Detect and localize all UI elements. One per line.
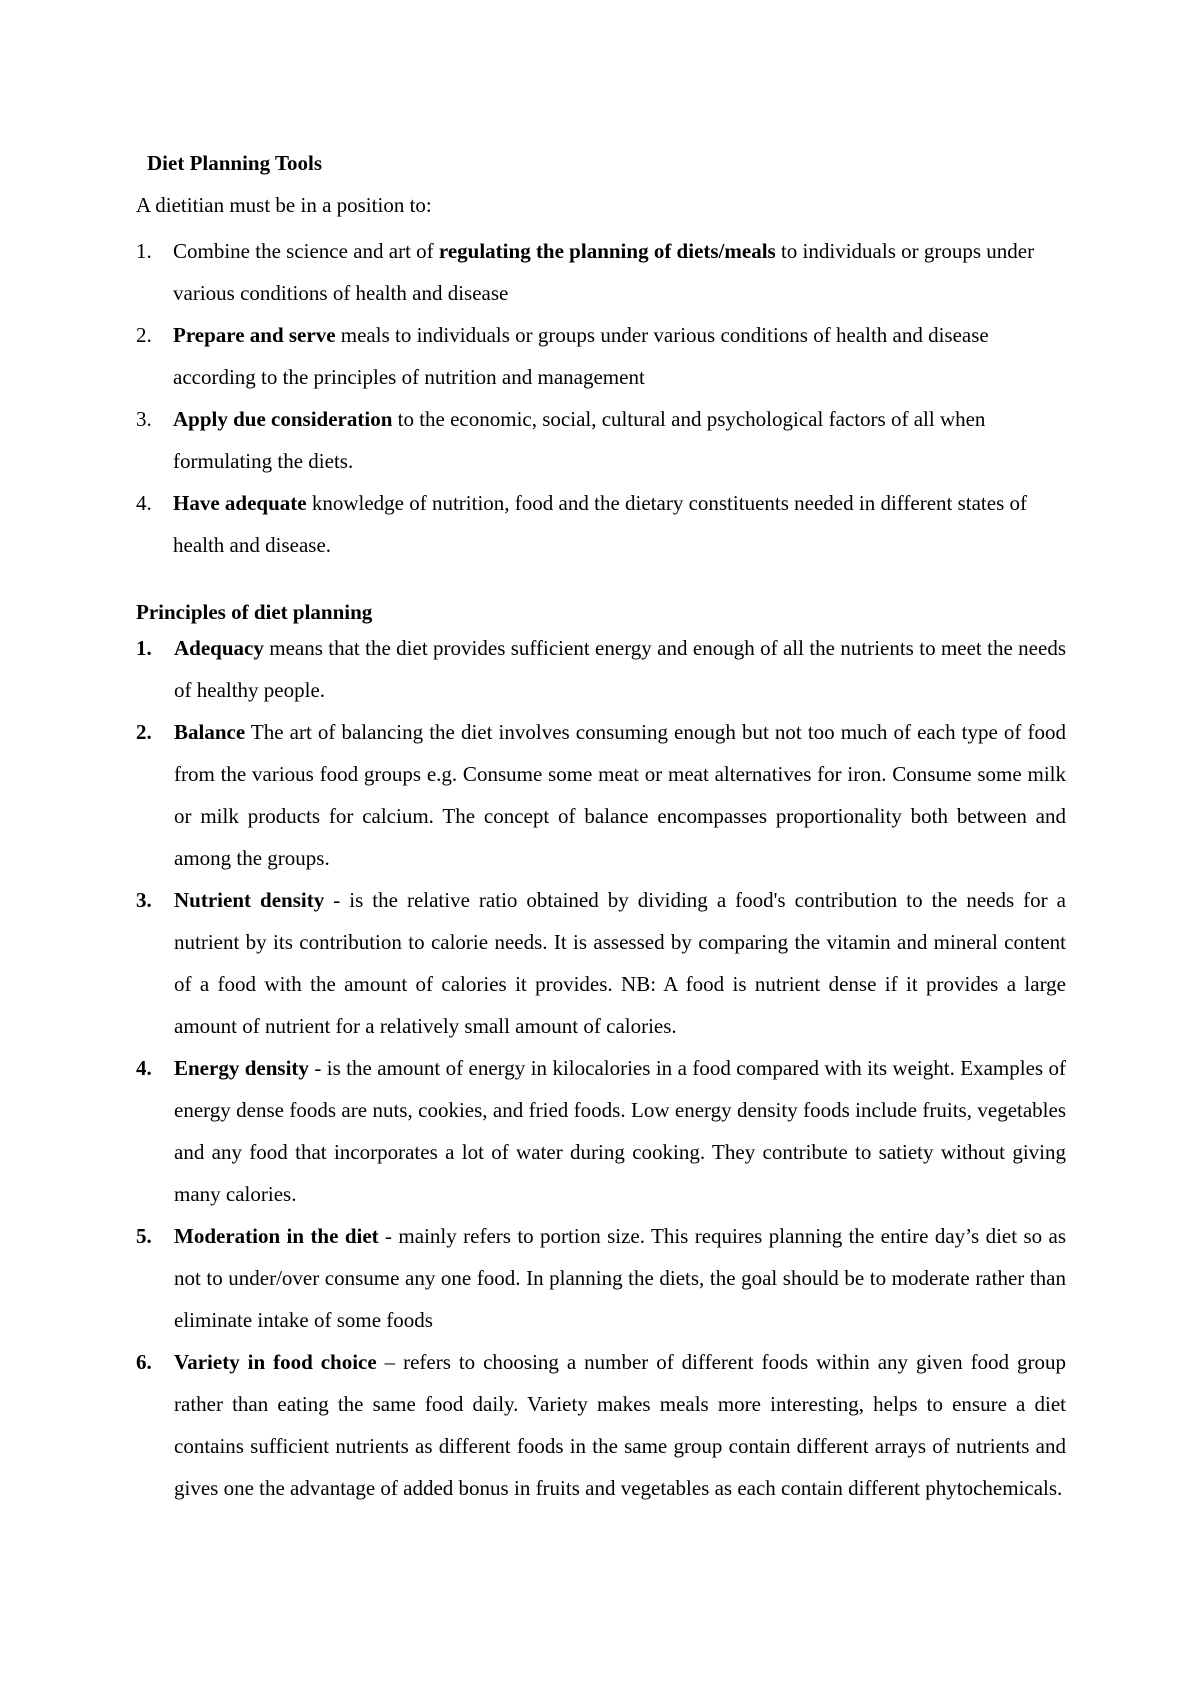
- list-item-bold: Variety in food choice: [174, 1350, 377, 1374]
- list-item-bold: Nutrient density: [174, 888, 325, 912]
- list-item: [136, 1215, 1066, 1341]
- list-item: [136, 627, 1066, 711]
- tools-list: [136, 230, 1076, 566]
- list-item-text: knowledge of nutrition, food and the dietary constituents needed in different states of health and disease.: [173, 491, 1027, 557]
- list-item-number: 3.: [136, 407, 152, 431]
- list-item: [136, 1341, 1066, 1509]
- list-item-bold: Have adequate: [173, 491, 307, 515]
- list-item-text: – refers to choosing a number of different foods within any given food group rather than eating the same food daily. Variety makes meals more interesting, helps to ensure a diet contains sufficient nutrients as different foods in the same group contain different arrays of nutrients and gives one the advantage of added bonus in fruits and vegetables as each contain different phytochemicals.: [174, 1350, 1066, 1500]
- list-item: [136, 1047, 1066, 1215]
- list-item: [136, 879, 1066, 1047]
- document-title: Diet Planning Tools: [147, 151, 323, 175]
- list-item: [136, 711, 1066, 879]
- list-item-text: - is the relative ratio obtained by dividing a food's contribution to the needs for a nutrient by its contribution to calorie needs. It is assessed by comparing the vitamin and mineral content of a food with the amount of calories it provides. NB: A food is nutrient dense if it provides a large amount of nutrient for a relatively small amount of calories.: [174, 888, 1066, 1038]
- list-item-bold: Adequacy: [174, 636, 264, 660]
- list-item-number: 1.: [136, 636, 152, 660]
- list-item-text: meals to individuals or groups under various conditions of health and disease according to the principles of nutrition and management: [173, 323, 989, 389]
- list-item-bold: Balance: [174, 720, 246, 744]
- list-item-text: The art of balancing the diet involves consuming enough but not too much of each type of food from the various food groups e.g. Consume some meat or meat alternatives for iron. Consume some milk or milk products for calcium. The concept of balance encompasses proportionality both between and among the groups.: [174, 720, 1066, 870]
- list-item-text-before: Combine the science and art of: [173, 239, 439, 263]
- list-item-number: 1.: [136, 239, 152, 263]
- list-item-number: 4.: [136, 1056, 152, 1080]
- list-item-text: to individuals or groups under various conditions of health and disease: [173, 239, 1035, 305]
- list-item-number: 2.: [136, 323, 152, 347]
- list-item-text: - is the amount of energy in kilocalories in a food compared with its weight. Examples of energy dense foods are nuts, cookies, and fried foods. Low energy density foods include fruits, vegetables and any food that incorporates a lot of water during cooking. They contribute to satiety without giving many calories.: [174, 1056, 1066, 1206]
- list-item-bold: Apply due consideration: [173, 407, 393, 431]
- list-item-text: - mainly refers to portion size. This requires planning the entire day’s diet so as not to under/over consume any one food. In planning the diets, the goal should be to moderate rather than eliminate intake of some foods: [174, 1224, 1067, 1332]
- list-item: [136, 314, 1076, 398]
- list-item: [136, 482, 1076, 566]
- principles-list: [136, 627, 1066, 1509]
- list-item-bold: Energy density: [174, 1056, 309, 1080]
- list-item-number: 2.: [136, 720, 152, 744]
- list-item-bold: Moderation in the diet: [174, 1224, 379, 1248]
- list-item: [136, 398, 1076, 482]
- intro-text: A dietitian must be in a position to:: [136, 193, 432, 217]
- list-item-bold: Prepare and serve: [173, 323, 336, 347]
- principles-heading: Principles of diet planning: [136, 600, 373, 624]
- list-item-text: to the economic, social, cultural and psychological factors of all when formulating the diets.: [173, 407, 986, 473]
- list-item: [136, 230, 1076, 314]
- list-item-number: 6.: [136, 1350, 152, 1374]
- list-item-number: 4.: [136, 491, 152, 515]
- list-item-bold: regulating the planning of diets/meals: [438, 239, 776, 263]
- list-item-number: 3.: [136, 888, 152, 912]
- list-item-text: means that the diet provides sufficient energy and enough of all the nutrients to meet the needs of healthy people.: [174, 636, 1066, 702]
- list-item-number: 5.: [136, 1224, 152, 1248]
